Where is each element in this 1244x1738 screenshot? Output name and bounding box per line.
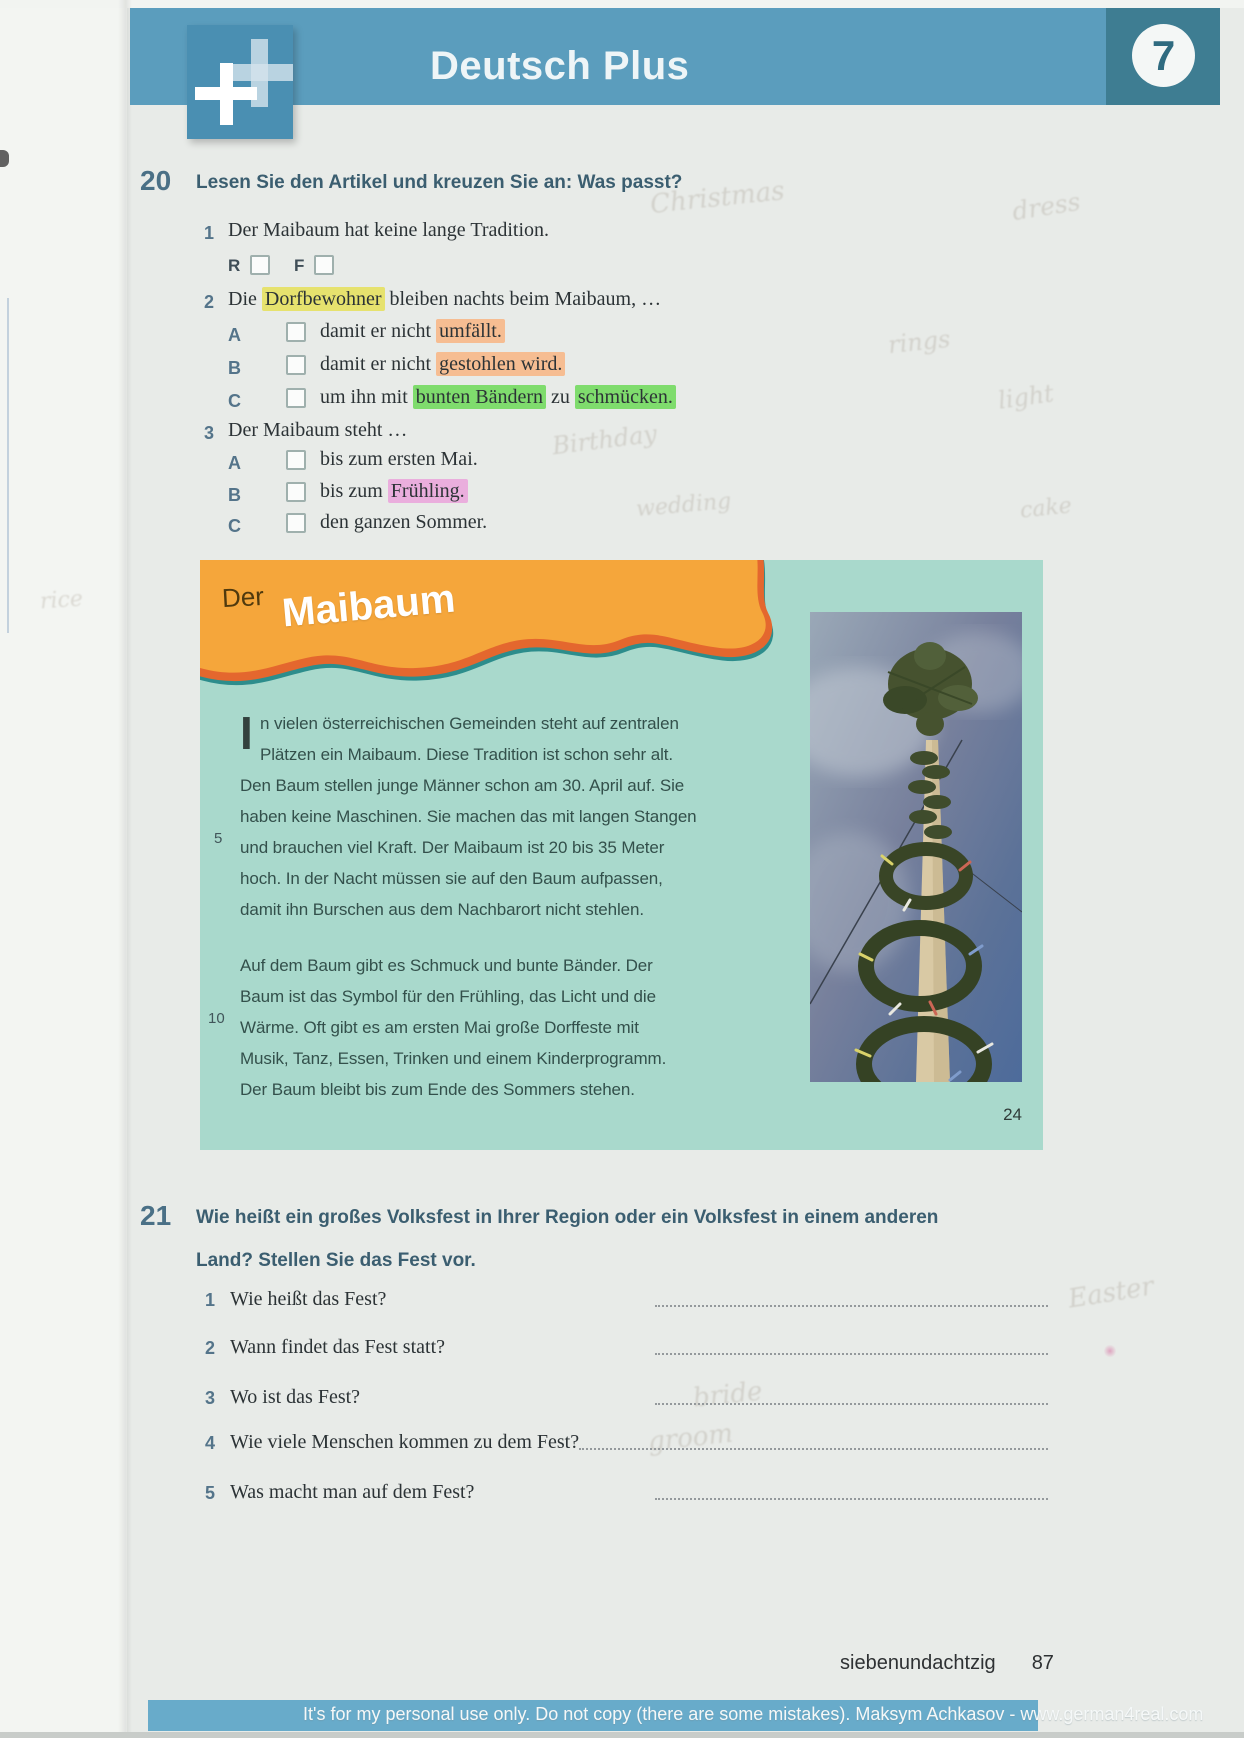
- question-number: 1: [204, 223, 215, 243]
- question-number: 3: [205, 1388, 216, 1408]
- article-line: Musik, Tanz, Essen, Trinken und einem Kinderprogramm.: [240, 1049, 667, 1068]
- question-text: Der Maibaum steht …: [228, 419, 408, 441]
- article-line: haben keine Maschinen. Sie machen das mit langen Stangen: [240, 807, 697, 826]
- chapter-number: 7: [1151, 31, 1176, 79]
- margin-pen-line: [7, 298, 9, 633]
- footer-page-word: siebenundachtzig: [840, 1652, 996, 1674]
- article-line: Auf dem Baum gibt es Schmuck und bunte Bänder. Der: [240, 956, 653, 975]
- checkbox-3b[interactable]: [286, 482, 306, 502]
- page-crease: [118, 0, 132, 1738]
- question-number: 3: [204, 423, 215, 443]
- question-row: [205, 1431, 1048, 1454]
- option-letter: C: [228, 391, 241, 411]
- rf-true-label: R: [228, 256, 241, 275]
- article-line: hoch. In der Nacht müssen sie auf den Baum aufpassen,: [240, 869, 663, 888]
- page-edge-mark: [0, 150, 9, 167]
- option-letter: B: [228, 485, 241, 505]
- checkbox-r[interactable]: [250, 255, 270, 275]
- footer-page-number: 87: [1031, 1652, 1054, 1674]
- watermark-text: It's for my personal use only. Do not copy (there are some mistakes). Maksym Achkasov - www.german4real.com: [303, 1704, 1204, 1724]
- article-line: Baum ist das Symbol für den Frühling, das Licht und die: [240, 987, 656, 1006]
- checkbox-2b[interactable]: [286, 355, 306, 375]
- ghost-writing: dress: [1010, 186, 1083, 227]
- footer: [840, 1652, 1054, 1675]
- option-text: damit er nicht gestohlen wird.: [320, 353, 565, 376]
- question-row: [205, 1386, 1048, 1409]
- rf-false-label: F: [294, 256, 305, 275]
- ghost-writing: Easter: [1066, 1271, 1156, 1315]
- exercise-number: 20: [140, 165, 172, 196]
- highlight-yellow: Dorfbewohner: [262, 287, 385, 311]
- article-label: Der: [221, 580, 265, 614]
- exercise-number: 21: [140, 1200, 172, 1231]
- line-number-10: 10: [208, 1010, 225, 1027]
- question-text: Wie heißt das Fest?: [230, 1288, 387, 1310]
- article-line: Den Baum stellen junge Männer schon am 30. April auf. Sie: [240, 776, 685, 795]
- option-letter: C: [228, 516, 241, 536]
- highlight-green: bunten Bändern: [413, 385, 546, 409]
- ghost-writing: Birthday: [550, 419, 659, 461]
- ghost-writing: wedding: [635, 488, 733, 523]
- photo-caption: 24: [1003, 1105, 1022, 1124]
- question-number: 1: [205, 1290, 216, 1310]
- option-text: bis zum ersten Mai.: [320, 448, 478, 470]
- chapter-badge: [1106, 8, 1220, 105]
- answer-line[interactable]: [655, 1402, 1048, 1405]
- page-bottom-edge: [0, 1732, 1244, 1738]
- question-text: Was macht man auf dem Fest?: [230, 1481, 475, 1503]
- exercise-title-line2: Land? Stellen Sie das Fest vor.: [196, 1250, 476, 1271]
- highlight-green: schmücken.: [575, 385, 676, 409]
- option-text: bis zum Frühling.: [320, 480, 468, 503]
- option-letter: B: [228, 358, 241, 378]
- dropcap-initial: I: [240, 707, 253, 759]
- ghost-writing: rings: [886, 324, 952, 360]
- exercise-21: [140, 1200, 1100, 1540]
- exercise-20: [140, 165, 1100, 555]
- maypole-photo: [810, 612, 1022, 1082]
- chapter-circle: [1132, 24, 1195, 87]
- plus-plus-logo-icon: [187, 25, 293, 139]
- question-text: Wie viele Menschen kommen zu dem Fest?: [230, 1431, 580, 1453]
- highlight-orange: gestohlen wird.: [436, 352, 565, 376]
- question-row: [205, 1288, 1048, 1311]
- stray-pink-mark: [1104, 1344, 1116, 1358]
- ghost-writing: light: [996, 379, 1056, 415]
- ghost-writing: cake: [1018, 493, 1073, 524]
- article-paragraph-2: [240, 950, 720, 1105]
- question-text: Wann findet das Fest statt?: [230, 1336, 446, 1358]
- option-letter: A: [228, 325, 241, 345]
- article-line: und brauchen viel Kraft. Der Maibaum ist 20 bis 35 Meter: [240, 838, 665, 857]
- ghost-writing: Christmas: [648, 176, 786, 220]
- ghost-writing: rice: [39, 586, 84, 615]
- answer-line[interactable]: [579, 1447, 1048, 1450]
- answer-line[interactable]: [655, 1352, 1048, 1355]
- article-line: Plätzen ein Maibaum. Diese Tradition ist schon sehr alt.: [260, 745, 673, 764]
- question-text: Die Dorfbewohner bleiben nachts beim Maibaum, …: [228, 288, 662, 310]
- exercise-title-line1: Wie heißt ein großes Volksfest in Ihrer Region oder ein Volksfest in einem anderen: [196, 1207, 939, 1228]
- plus-glyphs: [187, 25, 293, 139]
- question-number: 5: [205, 1483, 216, 1503]
- page-top-edge: [0, 0, 1244, 8]
- article-line: damit ihn Burschen aus dem Nachbarort nicht stehlen.: [240, 900, 644, 919]
- question-number: 2: [205, 1338, 216, 1358]
- question-text: Wo ist das Fest?: [230, 1386, 361, 1408]
- highlight-pink: Frühling.: [388, 479, 468, 503]
- left-margin-strip: [0, 0, 127, 1738]
- exercise-title: Lesen Sie den Artikel und kreuzen Sie an: Was passt?: [196, 172, 683, 193]
- ghost-writing: groom: [646, 1418, 735, 1458]
- article-line: n vielen österreichischen Gemeinden steht auf zentralen: [260, 714, 679, 733]
- article-title: Maibaum: [280, 576, 457, 636]
- article-line: Der Baum bleibt bis zum Ende des Sommers stehen.: [240, 1080, 635, 1099]
- ghost-writing: bride: [691, 1376, 764, 1414]
- checkbox-2c[interactable]: [286, 388, 306, 408]
- answer-line[interactable]: [655, 1304, 1048, 1307]
- option-text: damit er nicht umfällt.: [320, 320, 505, 343]
- option-letter: A: [228, 453, 241, 473]
- checkbox-3c[interactable]: [286, 513, 306, 533]
- article-paragraph-1: [240, 708, 720, 925]
- article-box: [200, 560, 1043, 1150]
- brand-title: Deutsch Plus: [430, 44, 690, 88]
- option-text: den ganzen Sommer.: [320, 511, 488, 533]
- article-line: Wärme. Oft gibt es am ersten Mai große Dorffeste mit: [240, 1018, 639, 1037]
- question-number: 2: [204, 292, 215, 312]
- question-row: [205, 1336, 1048, 1359]
- question-text: Der Maibaum hat keine lange Tradition.: [228, 219, 550, 241]
- line-number-5: 5: [214, 830, 223, 847]
- checkbox-2a[interactable]: [286, 322, 306, 342]
- checkbox-3a[interactable]: [286, 450, 306, 470]
- checkbox-f[interactable]: [314, 255, 334, 275]
- answer-line[interactable]: [655, 1497, 1048, 1500]
- question-row: [205, 1481, 1048, 1504]
- question-number: 4: [205, 1433, 216, 1453]
- highlight-orange: umfällt.: [436, 319, 505, 343]
- option-text: um ihn mit bunten Bändern zu schmücken.: [320, 386, 676, 409]
